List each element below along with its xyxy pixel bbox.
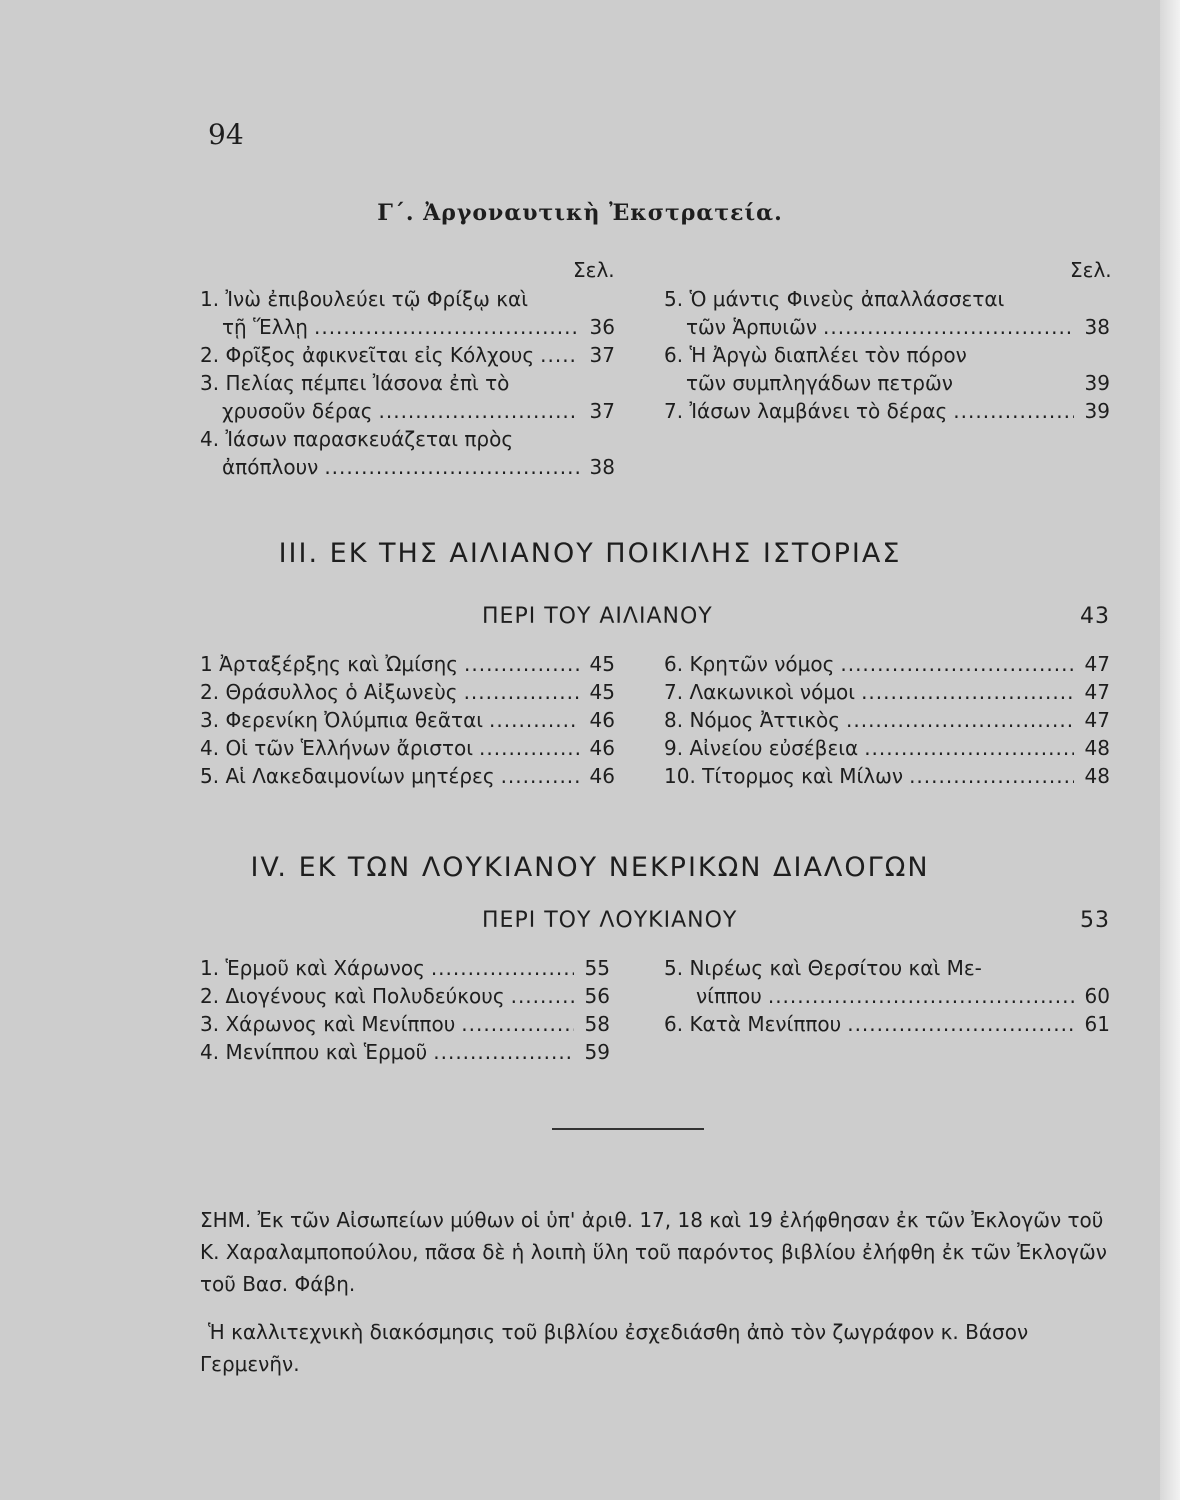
sel-label-right: Σελ. [1070, 258, 1112, 282]
page-ref: 61 [1084, 1012, 1110, 1036]
page-ref: 36 [589, 315, 615, 339]
toc-entry: 4. Μενίππου καὶ Ἑρμοῦ ..... 59 [200, 1038, 610, 1066]
toc-entry: 3. Χάρωνος καὶ Μενίππου ..... 58 [200, 1010, 610, 1038]
toc-entry: 2. Φρῖξος ἀφικνεῖται εἰς Κόλχους ..... 37 [200, 341, 615, 369]
sel-label-left: Σελ. [573, 258, 615, 282]
toc-entry: 5. Αἱ Λακεδαιμονίων μητέρες ..... 46 [200, 762, 615, 790]
toc-entry: 6. Ἡ Ἀργὼ διαπλέει τὸν πόρον τῶν συμπληγάδων πετρῶν 39 [664, 343, 1110, 395]
section-g-left-list [200, 285, 615, 481]
page-ref: 59 [584, 1040, 610, 1064]
toc-entry: 10. Τίτορμος καὶ Μίλων ..... 48 [664, 762, 1110, 790]
section-iv-right-list [664, 954, 1110, 1038]
page-ref: 46 [589, 764, 615, 788]
page-ref: 47 [1084, 708, 1110, 732]
page-ref: 55 [584, 956, 610, 980]
page-ref: 48 [1084, 764, 1110, 788]
section-iv-left-list [200, 954, 610, 1066]
section-iii-about: ΠΕΡΙ ΤΟΥ ΑΙΛΙΑΝΟΥ [482, 604, 713, 629]
page-ref: 37 [589, 343, 615, 367]
toc-entry: 7. Λακωνικοὶ νόμοι ..... 47 [664, 678, 1110, 706]
page-ref: 38 [1084, 315, 1110, 339]
toc-entry: 1. Ἑρμοῦ καὶ Χάρωνος ..... 55 [200, 954, 610, 982]
section-iv-about-page: 53 [1080, 908, 1110, 933]
section-iii-title: III. ΕΚ ΤΗΣ ΑΙΛΙΑΝΟΥ ΠΟΙΚΙΛΗΣ ΙΣΤΟΡΙΑΣ [278, 538, 902, 569]
toc-entry: 6. Κρητῶν νόμος ..... 47 [664, 650, 1110, 678]
toc-entry: 2. Διογένους καὶ Πολυδεύκους ..... 56 [200, 982, 610, 1010]
page-ref: 46 [589, 736, 615, 760]
page-ref: 47 [1084, 652, 1110, 676]
toc-entry: 5. Νιρέως καὶ Θερσίτου καὶ Με- νίππου ..... 60 [664, 954, 1110, 1010]
page-ref: 56 [584, 984, 610, 1008]
page-ref: 58 [584, 1012, 610, 1036]
page-ref: 60 [1084, 984, 1110, 1008]
page-ref: 38 [589, 455, 615, 479]
toc-entry: 9. Αἰνείου εὐσέβεια ..... 48 [664, 734, 1110, 762]
note-sources: ΣΗΜ. Ἐκ τῶν Αἰσωπείων μύθων οἱ ὑπ' ἀριθ. 17, 18 καὶ 19 ἐλήφθησαν ἐκ τῶν Ἐκλογῶν τοῦ Κ. Χαραλαμποπούλου, πᾶσα δὲ ἡ λοιπὴ ὕλη τοῦ παρόντος βιβλίου ἐλήφθη ἐκ τῶν Ἐκλογῶν τοῦ Βασ. Φάβη. [200, 1208, 1107, 1296]
section-iii-about-page: 43 [1080, 604, 1110, 629]
toc-entry: 3. Πελίας πέμπει Ἰάσονα ἐπὶ τὸ χρυσοῦν δέρας ..... 37 [200, 369, 615, 425]
page-ref: 37 [589, 399, 615, 423]
section-g-title: Γ΄. Ἀργοναυτικὴ Ἐκστρατεία. [377, 200, 783, 226]
page-ref: 48 [1084, 736, 1110, 760]
page-number: 94 [208, 118, 244, 151]
toc-entry: 7. Ἰάσων λαμβάνει τὸ δέρας ..... 39 [664, 397, 1110, 425]
toc-entry: 2. Θράσυλλος ὁ Αἰξωνεὺς ..... 45 [200, 678, 615, 706]
section-iii-right-list [664, 650, 1110, 790]
toc-entry: 4. Οἱ τῶν Ἑλλήνων ἄριστοι ..... 46 [200, 734, 615, 762]
page-ref: 39 [1084, 399, 1110, 423]
toc-entry: 1. Ἰνὼ ἐπιβουλεύει τῷ Φρίξῳ καὶ τῇ Ἕλλῃ ..... 36 [200, 285, 615, 341]
toc-entry: 5. Ὁ μάντις Φινεὺς ἀπαλλάσσεται τῶν Ἁρπυιῶν ..... 38 [664, 285, 1110, 341]
page-ref: 47 [1084, 680, 1110, 704]
page-ref: 39 [1084, 371, 1110, 395]
page-edge [1160, 0, 1180, 1500]
toc-entry: 3. Φερενίκη Ὀλύμπια θεᾶται ..... 46 [200, 706, 615, 734]
toc-entry: 6. Κατὰ Μενίππου ..... 61 [664, 1010, 1110, 1038]
page-ref: 45 [589, 680, 615, 704]
section-iii-left-list [200, 650, 615, 790]
page-ref: 46 [589, 708, 615, 732]
section-iv-about: ΠΕΡΙ ΤΟΥ ΛΟΥΚΙΑΝΟΥ [482, 908, 738, 933]
section-iv-title: IV. ΕΚ ΤΩΝ ΛΟΥΚΙΑΝΟΥ ΝΕΚΡΙΚΩΝ ΔΙΑΛΟΓΩΝ [250, 852, 930, 883]
divider-rule [552, 1128, 704, 1130]
section-g-right-list [664, 285, 1110, 425]
page-ref: 45 [589, 652, 615, 676]
toc-entry: 8. Νόμος Ἀττικὸς ..... 47 [664, 706, 1110, 734]
toc-entry: 1 Ἀρταξέρξης καὶ Ὠμίσης ..... 45 [200, 650, 615, 678]
note-illustration: Ἡ καλλιτεχνικὴ διακόσμησις τοῦ βιβλίου ἐσχεδιάσθη ἀπὸ τὸν ζωγράφον κ. Βάσον Γερμενῆν. [200, 1320, 1029, 1376]
toc-entry: 4. Ἰάσων παρασκευάζεται πρὸς ἀπόπλουν ..... 38 [200, 425, 615, 481]
